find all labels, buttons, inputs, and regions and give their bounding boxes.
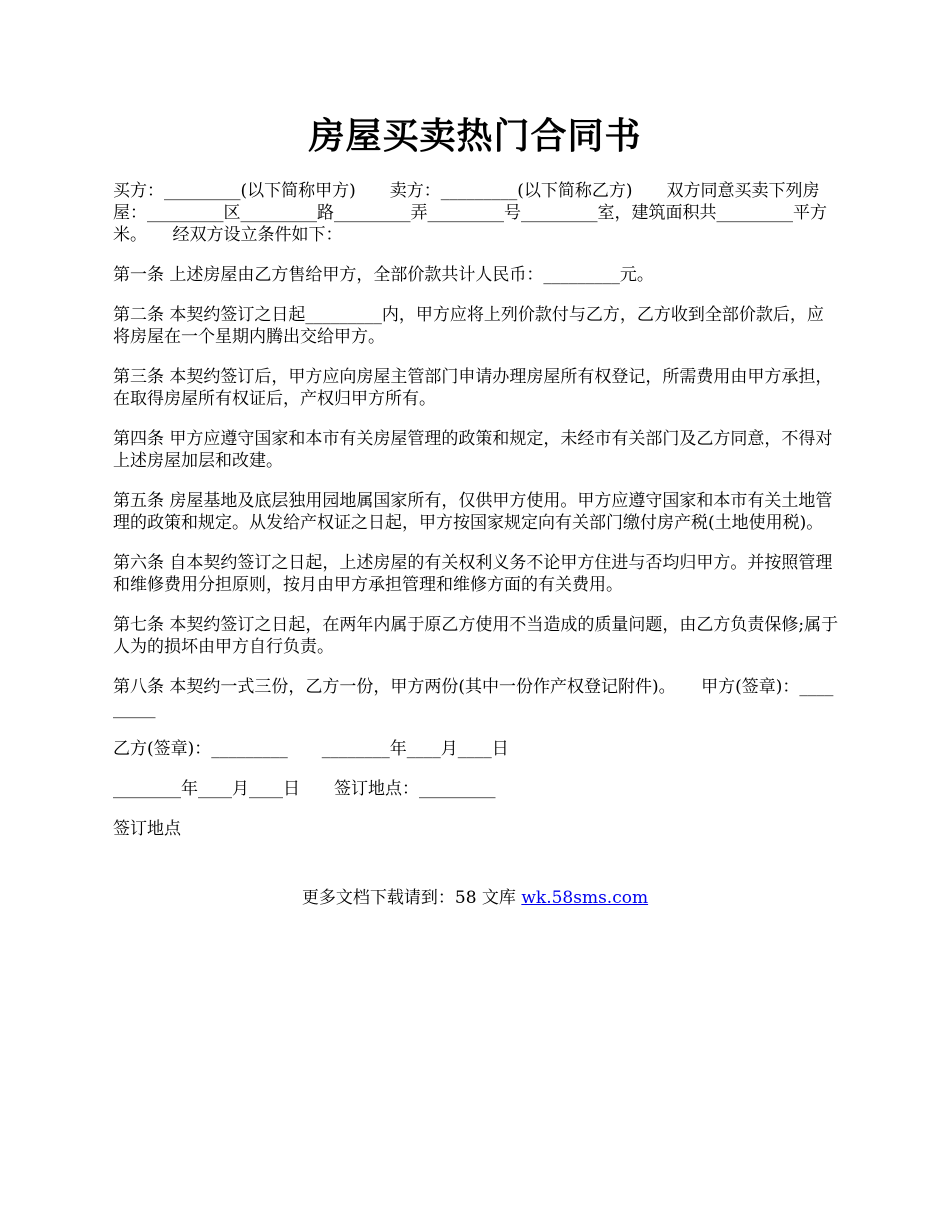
article-7: 第七条 本契约签订之日起，在两年内属于原乙方使用不当造成的质量问题，由乙方负责保修;属于人为的损坏由甲方自行负责。 [113, 615, 839, 657]
footer-link[interactable]: wk.58sms.com [521, 888, 649, 908]
article-3: 第三条 本契约签订后，甲方应向房屋主管部门申请办理房屋所有权登记，所需费用由甲方承担，在取得房屋所有权证后，产权归甲方所有。 [113, 367, 833, 409]
article-4: 第四条 甲方应遵守国家和本市有关房屋管理的政策和规定，未经市有关部门及乙方同意，不得对上述房屋加层和改建。 [113, 429, 833, 471]
parties-paragraph: 买方：_________(以下简称甲方) 卖方：_________(以下简称乙方) 双方同意买卖下列房屋：_________区_________路_________弄_________号_________室，建筑面积共_________平方米。 经双方设立条件如下： [113, 181, 827, 245]
signing-place-label: 签订地点 [113, 819, 181, 839]
date-place-line: ________年____月____日 签订地点：_________ [113, 779, 496, 799]
party-b-signature-line: 乙方(签章)：_________ ________年____月____日 [113, 739, 509, 759]
footer [0, 887, 950, 909]
article-2: 第二条 本契约签订之日起_________内，甲方应将上列价款付与乙方，乙方收到全部价款后，应将房屋在一个星期内腾出交给甲方。 [113, 305, 824, 347]
article-6: 第六条 自本契约签订之日起，上述房屋的有关权利义务不论甲方住进与否均归甲方。并按照管理和维修费用分担原则，按月由甲方承担管理和维修方面的有关费用。 [113, 553, 833, 595]
footer-text: 更多文档下载请到：58 文库 [301, 888, 522, 908]
article-8: 第八条 本契约一式三份，乙方一份，甲方两份(其中一份作产权登记附件)。 甲方(签章)：_________ [113, 677, 834, 719]
article-1: 第一条 上述房屋由乙方售给甲方，全部价款共计人民币：_________元。 [113, 265, 654, 285]
contract-body [113, 180, 839, 840]
article-5: 第五条 房屋基地及底层独用园地属国家所有，仅供甲方使用。甲方应遵守国家和本市有关土地管理的政策和规定。从发给产权证之日起，甲方按国家规定向有关部门缴付房产税(土地使用税)。 [113, 491, 833, 533]
document-title: 房屋买卖热门合同书 [308, 115, 642, 157]
